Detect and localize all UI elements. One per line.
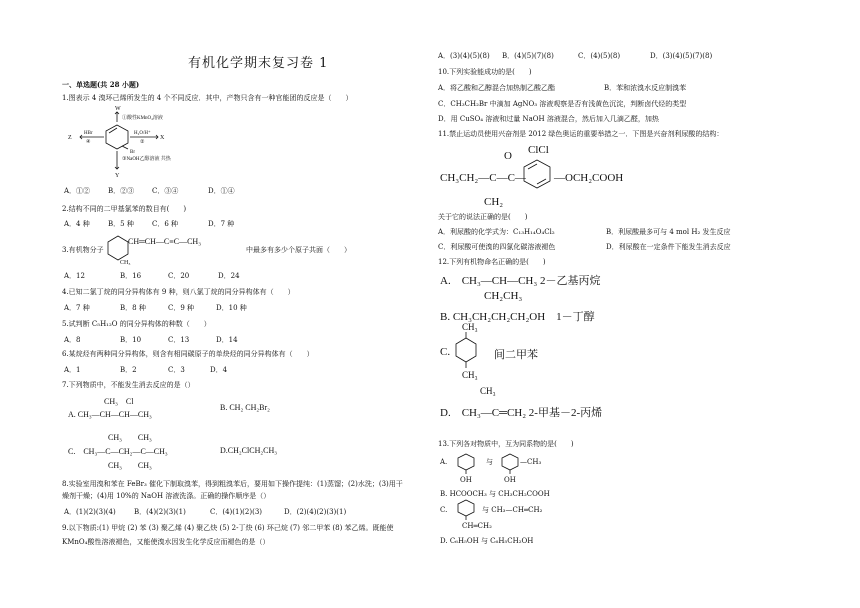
q12-a-main: A. CH₃—CH—CH₃ 2－乙基丙烷 <box>440 275 601 287</box>
q3-opt-c: C．20 <box>168 272 190 280</box>
q6-stem: 6.某烷烃有两种同分异构体，则含有相同碳原子的单炔烃的同分异构体有（ ） <box>62 350 314 358</box>
q12-d-main: D. CH₃—C═CH₂ 2-甲基－2-丙烯 <box>440 407 603 419</box>
q10-opt-d: D．用 CuSO₄ 溶液和过量 NaOH 溶液混合，然后加入几滴乙醛，加热 <box>438 115 659 123</box>
q13-b: B. HCOOCH₃ 与 CH₃CH₂COOH <box>440 490 550 498</box>
q1-x: X <box>160 135 165 141</box>
q6-opt-d: D．4 <box>210 366 228 374</box>
q2-opt-b: B．5 种 <box>108 220 134 228</box>
q6-opt-a: A．1 <box>64 366 81 374</box>
q11-opt-c: C．利尿酸可使溴的四氯化碳溶液褪色 <box>438 243 556 251</box>
q7-a-main: A. CH₃—CH—CH—CH₃ <box>68 410 152 419</box>
q12-d-top: CH₃ <box>480 386 496 396</box>
q3-stem-pre: 3.有机物分子 <box>62 246 104 254</box>
q7-a-top: CH₃ Cl <box>104 397 134 406</box>
q1-y: Y <box>115 173 120 179</box>
q5-stem: 5.试判断 C₅H₁₂O 的同分异构体的种数（ ） <box>62 320 211 328</box>
q11-opt-a: A．利尿酸的化学式为：C₁₃H₁₄O₄Cl₂ <box>438 228 555 236</box>
q13-a-mid: 与 <box>486 458 493 466</box>
q1-opt-a: A．①② <box>64 187 91 195</box>
q11-o: O <box>504 150 512 162</box>
q12-c-top: CH₃ <box>462 322 478 332</box>
q1-opt-b: B．②③ <box>108 187 135 195</box>
q5-opt-a: A．8 <box>64 336 81 344</box>
q6-opt-c: C．3 <box>168 366 185 374</box>
q11-ch2: CH₂ <box>484 196 504 208</box>
q12-c-ring <box>456 332 486 372</box>
q1-reaction-diagram <box>60 103 210 178</box>
q12-c-label: C. <box>440 346 451 358</box>
q1-opt-d: D．①④ <box>208 187 235 195</box>
q12-c-name: 间二甲苯 <box>494 349 538 361</box>
q1-r1: ①酸性KMnO₄溶液 <box>122 116 163 121</box>
q8-stem-1: 8.实验室用溴和苯在 FeBr₃ 催化下制取溴苯，得到粗溴苯后，要用如下操作提纯：(1)蒸馏；(2)水洗；(3)用干 <box>62 480 403 488</box>
q13-a-oh2: OH <box>504 476 516 484</box>
q11-stem: 11.禁止运动员使用兴奋剂是 2012 绿色奥运的重要举措之一．下图是兴奋剂利尿酸的结构： <box>438 130 724 138</box>
q9-stem-2: KMnO₄酸性溶液褪色，又能使溴水因发生化学反应而褪色的是（） <box>62 538 270 546</box>
q11-right: —OCH₂COOH <box>554 172 624 184</box>
q7-d: D.CH₂ClCH₂CH₃ <box>220 446 278 455</box>
q11-opt-b: B．利尿酸最多可与 4 mol H₂ 发生反应 <box>606 228 731 236</box>
q1-h2o: H₂O/H⁺ <box>134 131 151 136</box>
q10-opt-c: C．CH₃CH₂Br 中滴加 AgNO₃ 溶液观察是否有浅黄色沉淀，判断卤代烃的类型 <box>438 100 687 108</box>
q3-ch3: CH₃ <box>120 260 131 266</box>
q13-a-oh1: OH <box>460 476 472 484</box>
q8-stem-2: 燥剂干燥；(4)用 10%的 NaOH 溶液洗涤。正确的操作顺序是（） <box>62 492 271 500</box>
q3-opt-d: D．24 <box>218 272 240 280</box>
q11-main: CH₃CH₂—C—C— <box>440 172 526 184</box>
q7-c-top: CH₃ CH₃ <box>108 433 152 442</box>
q3-formula: CH═CH—C≡C—CH₃ <box>128 237 201 246</box>
q5-opt-d: D．14 <box>216 336 238 344</box>
q13-a-label: A. <box>440 458 448 466</box>
q10-stem: 10.下列实验能成功的是( ) <box>438 68 532 76</box>
q9-opt-a: A．(3)(4)(5)(8) <box>438 52 490 60</box>
q5-opt-b: B．10 <box>120 336 142 344</box>
q5-opt-c: C．13 <box>168 336 190 344</box>
q1-opt-c: C．③④ <box>152 187 179 195</box>
q13-c-mid: 与 CH₃—CH═CH₂ <box>482 506 543 514</box>
q13-d: D. C₆H₅OH 与 C₆H₅CH₂OH <box>440 537 534 545</box>
q2-stem: 2.结构不同的二甲基氯苯的数目有( ) <box>62 205 187 213</box>
q10-opt-a: A．将乙酸和乙醇混合加热制乙酸乙酯 <box>438 84 556 92</box>
section-heading: 一、单选题(共 28 小题) <box>62 80 140 89</box>
q12-a-sub: CH₂CH₃ <box>484 290 523 302</box>
q12-b: B. CH₃CH₂CH₂CH₂OH 1－丁醇 <box>440 311 595 323</box>
q4-opt-d: D．10 种 <box>216 304 247 312</box>
q10-opt-b: B．苯和浓溴水反应制溴苯 <box>604 84 687 92</box>
exam-title: 有机化学期末复习卷 1 <box>188 56 329 71</box>
q1-stem: 1.图表示 4 溴环己烯所发生的 4 个不同反应．其中，产物只含有一种官能团的反应是（ ） <box>62 94 353 102</box>
q2-opt-a: A．4 种 <box>64 220 90 228</box>
q1-r3: ③NaOH乙醇溶液 共热 <box>122 157 171 162</box>
q1-n4: ④ <box>86 140 91 145</box>
q9-opt-d: D．(3)(4)(5)(7)(8) <box>650 52 713 60</box>
q8-opt-d: D．(2)(4)(2)(3)(1) <box>284 508 347 516</box>
q12-stem: 12.下列有机物命名正确的是( ) <box>438 258 546 266</box>
q1-w: W <box>115 106 121 112</box>
q2-opt-c: C．6 种 <box>152 220 179 228</box>
q1-br: Br <box>130 150 135 155</box>
q13-c-label: C. <box>440 506 448 514</box>
q11-opt-d: D．利尿酸在一定条件下能发生消去反应 <box>606 243 731 251</box>
q9-opt-b: B．(4)(5)(7)(8) <box>502 52 554 60</box>
q6-opt-b: B．2 <box>120 366 137 374</box>
q12-c-bot: CH₃ <box>462 370 478 380</box>
q13-stem: 13.下列各对物质中，互为同系物的是( ) <box>438 440 574 448</box>
q7-c-main: C. CH₃—C—CH₂—C—CH₃ <box>68 447 168 456</box>
q3-stem-post: 中最多有多少个原子共面（ ） <box>246 246 351 254</box>
q8-opt-c: C．(4)(1)(2)(3) <box>210 508 263 516</box>
q9-stem-1: 9.以下物质:(1) 甲烷 (2) 苯 (3) 聚乙烯 (4) 聚乙炔 (5) 2-丁炔 (6) 环己烷 (7) 邻二甲苯 (8) 苯乙烯。既能使 <box>62 524 394 532</box>
q8-opt-a: A．(1)(2)(3)(4) <box>64 508 116 516</box>
q1-n2: ② <box>140 140 145 145</box>
q4-opt-a: A．7 种 <box>64 304 90 312</box>
q3-opt-b: B．16 <box>120 272 142 280</box>
q11-cl: ClCl <box>528 144 549 156</box>
q2-opt-d: D．7 种 <box>208 220 235 228</box>
q11-stem2: 关于它的说法正确的是( ) <box>438 213 528 221</box>
q4-opt-c: C．9 种 <box>168 304 195 312</box>
q7-c-bot: CH₃ CH₃ <box>108 461 152 470</box>
q9-opt-c: C．(4)(5)(8) <box>578 52 621 60</box>
q1-z: Z <box>68 135 72 141</box>
q1-hbr: HBr <box>84 131 93 136</box>
q4-stem: 4.已知二氯丁烷的同分异构体有 9 种，则八氯丁烷的同分异构体有（ ） <box>62 288 295 296</box>
q3-opt-a: A．12 <box>64 272 85 280</box>
q13-c-sub: CH═CH₂ <box>462 522 492 530</box>
q8-opt-b: B．(4)(2)(3)(1) <box>134 508 186 516</box>
q7-b: B. CH₂ CH₂Br₂ <box>220 403 270 412</box>
q13-a-ch3: —CH₃ <box>520 458 542 466</box>
q7-stem: 7.下列物质中，不能发生消去反应的是（） <box>62 381 195 389</box>
q4-opt-b: B．8 种 <box>120 304 146 312</box>
